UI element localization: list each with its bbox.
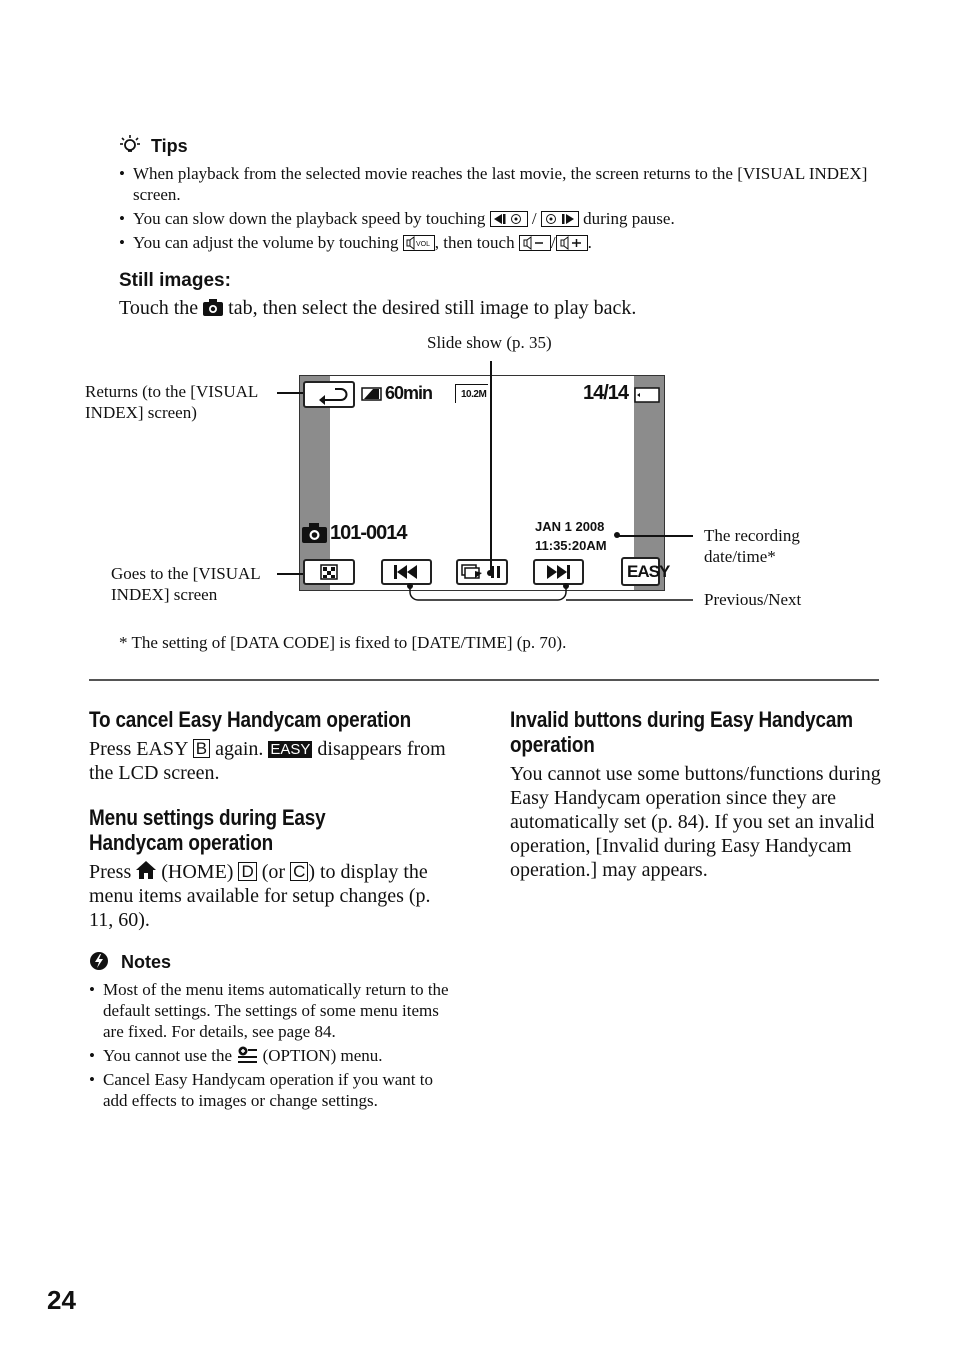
notes-title: Notes — [121, 952, 172, 972]
option-icon — [236, 1046, 258, 1064]
file-number: 101-0014 — [330, 522, 407, 544]
return-button[interactable] — [303, 381, 355, 408]
notes-list — [89, 979, 459, 1114]
section-divider — [89, 679, 879, 681]
slow-reverse-icon — [490, 211, 528, 227]
recording-callout-dot — [614, 532, 620, 538]
recording-time: 11:35:20AM — [535, 538, 607, 553]
menu-body: Press (HOME) D (or C ) to display the menu items available for setup changes (p. 11, 60). — [89, 861, 431, 931]
list-item: • Most of the menu items automatically return to the default settings. The settings of some menu items are fixed. For details, see page 84. — [89, 979, 459, 1042]
invalid-heading: Invalid buttons during Easy Handycam operation — [510, 707, 853, 757]
slide-show-label: Slide show (p. 35) — [427, 333, 552, 352]
battery-icon — [361, 387, 383, 401]
still-camera-icon — [302, 523, 327, 543]
slideshow-callout-line — [490, 361, 492, 573]
return-arrow-icon — [305, 383, 353, 406]
recording-date: JAN 1 2008 — [535, 519, 605, 534]
visual-index-button[interactable] — [303, 559, 355, 585]
page-number: 24 — [47, 1285, 76, 1315]
memory-card-icon — [634, 387, 660, 403]
list-item: • You can adjust the volume by touching VOL , then touch / . — [119, 232, 869, 253]
slideshow-callout-dot — [487, 570, 493, 576]
returns-label: Returns (to the [VISUAL INDEX] screen) — [85, 382, 258, 422]
goes-to-visual-index-label: Goes to the [VISUAL INDEX] screen — [111, 564, 261, 604]
volume-icon — [403, 235, 435, 251]
menu-heading: Menu settings during Easy Handycam operation — [89, 805, 326, 855]
list-item: • When playback from the selected movie reaches the last movie, the screen returns to the [VISUAL INDEX] screen. — [119, 163, 869, 205]
easy-button[interactable]: EASY — [621, 557, 660, 586]
volume-down-icon — [519, 235, 551, 251]
previous-next-label: Previous/Next — [704, 590, 802, 609]
key-d: D — [238, 862, 256, 881]
lightbulb-icon — [119, 134, 141, 156]
returns-callout-line — [277, 392, 303, 394]
slow-forward-icon — [541, 211, 579, 227]
prevnext-callout-lines — [400, 580, 700, 610]
recording-callout-line — [617, 535, 693, 537]
recording-datetime-label: The recording date/time* — [704, 526, 800, 566]
tips-title: Tips — [151, 136, 188, 156]
camera-icon — [203, 299, 223, 316]
key-c: C — [290, 862, 308, 881]
cancel-body: Press EASY B again. EASY disappears from the LCD screen. — [89, 738, 446, 784]
cancel-heading: To cancel Easy Handycam operation — [89, 707, 412, 732]
footnote: * The setting of [DATA CODE] is fixed to [DATE/TIME] (p. 70). — [119, 633, 567, 652]
volume-up-icon — [556, 235, 588, 251]
list-item: • You cannot use the (OPTION) menu. — [89, 1045, 459, 1066]
tips-header — [119, 134, 188, 158]
visual-index-icon — [305, 561, 353, 583]
notes-header — [89, 951, 171, 975]
still-images-text: Touch the tab, then select the desired still image to play back. — [119, 297, 637, 319]
svg-text:VOL: VOL — [415, 241, 430, 248]
tips-list — [119, 163, 869, 256]
key-b: B — [193, 739, 210, 758]
image-size-indicator: 10.2M — [455, 384, 488, 403]
goes-callout-line — [277, 573, 303, 575]
home-icon — [136, 861, 156, 879]
list-item: • You can slow down the playback speed by touching / during pause. — [119, 208, 869, 229]
invalid-body: You cannot use some buttons/functions during Easy Handycam operation since they are automatically set (p. 84). If you set an invalid operation, [Invalid during Easy Handycam operation.] may appears. — [510, 763, 881, 881]
still-images-heading: Still images: — [119, 270, 231, 291]
image-counter: 14/14 — [583, 382, 629, 404]
notes-icon — [89, 951, 109, 971]
easy-badge: EASY — [270, 741, 311, 758]
battery-remaining: 60min — [385, 383, 433, 403]
list-item: • Cancel Easy Handycam operation if you want to add effects to images or change settings. — [89, 1069, 459, 1111]
